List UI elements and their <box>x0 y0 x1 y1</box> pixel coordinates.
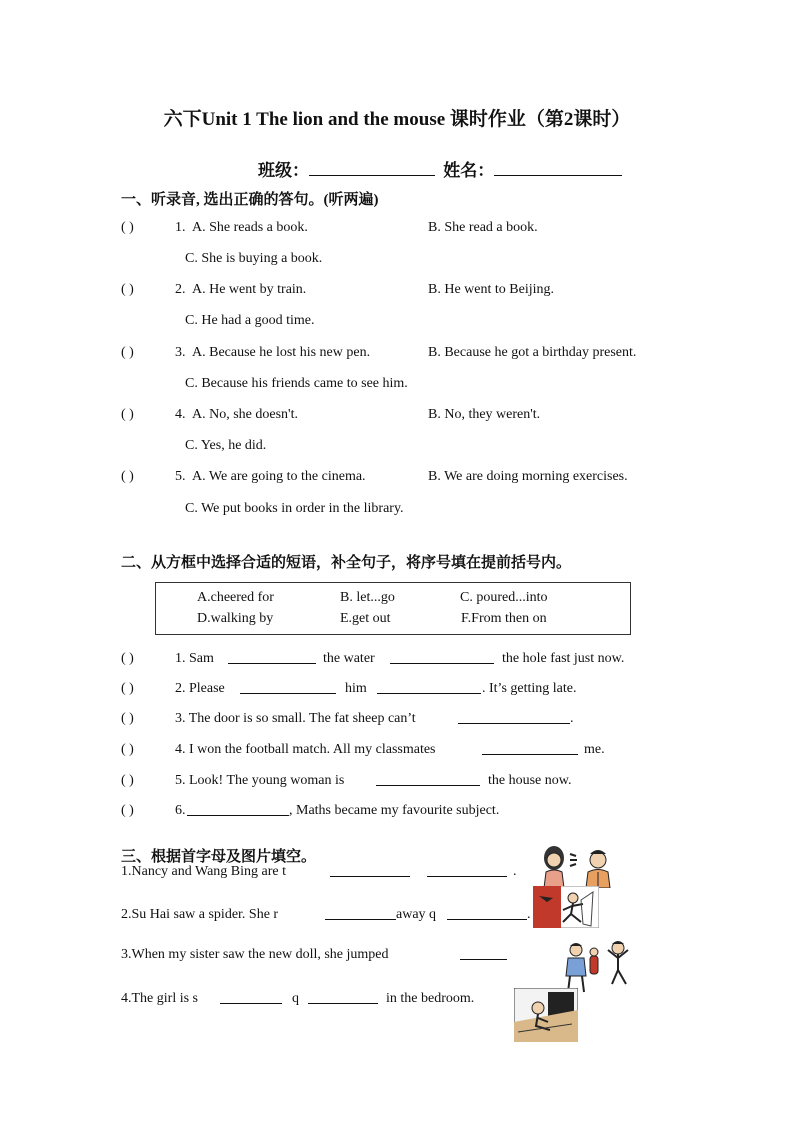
name-label: 姓名： <box>443 161 495 180</box>
fill-blank[interactable] <box>377 681 481 694</box>
fill-blank[interactable] <box>240 681 336 694</box>
question-number: 5. <box>175 469 186 484</box>
fill-blank[interactable] <box>187 803 289 816</box>
option-a: A. She reads a book. <box>192 220 308 235</box>
question-number: 4. <box>175 407 186 422</box>
phrase-option: C. poured...into <box>460 590 548 605</box>
option-a: A. He went by train. <box>192 282 307 297</box>
sentence-text: the water <box>323 651 375 666</box>
option-b: B. Because he got a birthday present. <box>428 345 637 360</box>
option-b: B. We are doing morning exercises. <box>428 469 628 484</box>
sentence-text: 4. I won the football match. All my classmates <box>175 742 436 757</box>
fill-blank[interactable] <box>390 651 494 664</box>
answer-paren[interactable]: ( ) <box>121 345 134 360</box>
option-c: C. Because his friends came to see him. <box>185 376 408 391</box>
phrase-option: E.get out <box>340 611 391 626</box>
sentence-text: in the bedroom. <box>386 991 475 1006</box>
sentence-text: me. <box>584 742 605 757</box>
fill-blank[interactable] <box>308 991 378 1004</box>
question-number: 1. <box>175 220 186 235</box>
sentence-text: 1. Sam <box>175 651 214 666</box>
phrase-option: F.From then on <box>461 611 547 626</box>
fill-blank[interactable] <box>447 907 527 920</box>
sentence-text: 3. The door is so small. The fat sheep can’t <box>175 711 416 726</box>
running-away-illustration <box>533 886 599 928</box>
student-info <box>258 156 622 181</box>
sentence-text: . <box>570 711 574 726</box>
option-c: C. He had a good time. <box>185 313 315 328</box>
question-number: 3. <box>175 345 186 360</box>
phrase-box <box>155 582 631 635</box>
sentence-text: the house now. <box>488 773 572 788</box>
class-field[interactable] <box>309 161 435 176</box>
sentence-text: away q <box>396 907 437 922</box>
sentence-end: . <box>513 864 517 879</box>
sentence-text: 6. <box>175 803 186 818</box>
sentence-text: 4.The girl is s <box>121 991 198 1006</box>
section2-heading: 二、从方框中选择合适的短语，补全句子，将序号填在提前括号内。 <box>121 555 572 571</box>
phrase-option: D.walking by <box>197 611 274 626</box>
jumping-sister-illustration <box>562 938 634 994</box>
section3-heading: 三、根据首字母及图片填空。 <box>121 849 317 865</box>
option-c: C. Yes, he did. <box>185 438 267 453</box>
answer-paren[interactable]: ( ) <box>121 469 134 484</box>
answer-paren[interactable]: ( ) <box>121 407 134 422</box>
sentence-text: the hole fast just now. <box>502 651 625 666</box>
fill-blank[interactable] <box>460 947 507 960</box>
fill-blank[interactable] <box>228 651 316 664</box>
sentence-text: q <box>292 991 299 1006</box>
girl-in-bedroom-illustration <box>514 988 578 1042</box>
fill-blank[interactable] <box>482 742 578 755</box>
option-a: A. Because he lost his new pen. <box>192 345 371 360</box>
fill-blank[interactable] <box>220 991 282 1004</box>
sentence-text: 2.Su Hai saw a spider. She r <box>121 907 279 922</box>
answer-paren[interactable]: ( ) <box>121 681 134 696</box>
answer-paren[interactable]: ( ) <box>121 220 134 235</box>
sentence-text: him <box>345 681 367 696</box>
sentence-text: . It’s getting late. <box>482 681 577 696</box>
answer-paren[interactable]: ( ) <box>121 711 134 726</box>
option-b: B. No, they weren't. <box>428 407 541 422</box>
answer-paren[interactable]: ( ) <box>121 742 134 757</box>
answer-paren[interactable]: ( ) <box>121 773 134 788</box>
answer-paren[interactable]: ( ) <box>121 282 134 297</box>
sentence-text: 1.Nancy and Wang Bing are t <box>121 864 287 879</box>
sentence-end: . <box>527 907 531 922</box>
name-field[interactable] <box>494 161 622 176</box>
fill-blank[interactable] <box>376 773 480 786</box>
option-a: A. We are going to the cinema. <box>192 469 366 484</box>
question-number: 2. <box>175 282 186 297</box>
option-c: C. She is buying a book. <box>185 251 323 266</box>
option-b: B. She read a book. <box>428 220 538 235</box>
fill-blank[interactable] <box>330 864 410 877</box>
fill-blank[interactable] <box>427 864 507 877</box>
sentence-text: 2. Please <box>175 681 225 696</box>
section1-heading: 一、听录音, 选出正确的答句。(听两遍) <box>121 192 379 208</box>
sentence-text: , Maths became my favourite subject. <box>289 803 500 818</box>
sentence-text: 3.When my sister saw the new doll, she jumped <box>121 947 389 962</box>
page-title: 六下Unit 1 The lion and the mouse 课时作业（第2课时） <box>163 109 631 130</box>
fill-blank[interactable] <box>458 711 570 724</box>
answer-paren[interactable]: ( ) <box>121 651 134 666</box>
class-label: 班级： <box>258 161 309 180</box>
fill-blank[interactable] <box>325 907 396 920</box>
option-b: B. He went to Beijing. <box>428 282 554 297</box>
option-a: A. No, she doesn't. <box>192 407 298 422</box>
option-c: C. We put books in order in the library. <box>185 501 404 516</box>
phrase-option: B. let...go <box>340 590 395 605</box>
phrase-option: A.cheered for <box>197 590 274 605</box>
sentence-text: 5. Look! The young woman is <box>175 773 345 788</box>
answer-paren[interactable]: ( ) <box>121 803 134 818</box>
talking-children-illustration <box>536 842 642 888</box>
